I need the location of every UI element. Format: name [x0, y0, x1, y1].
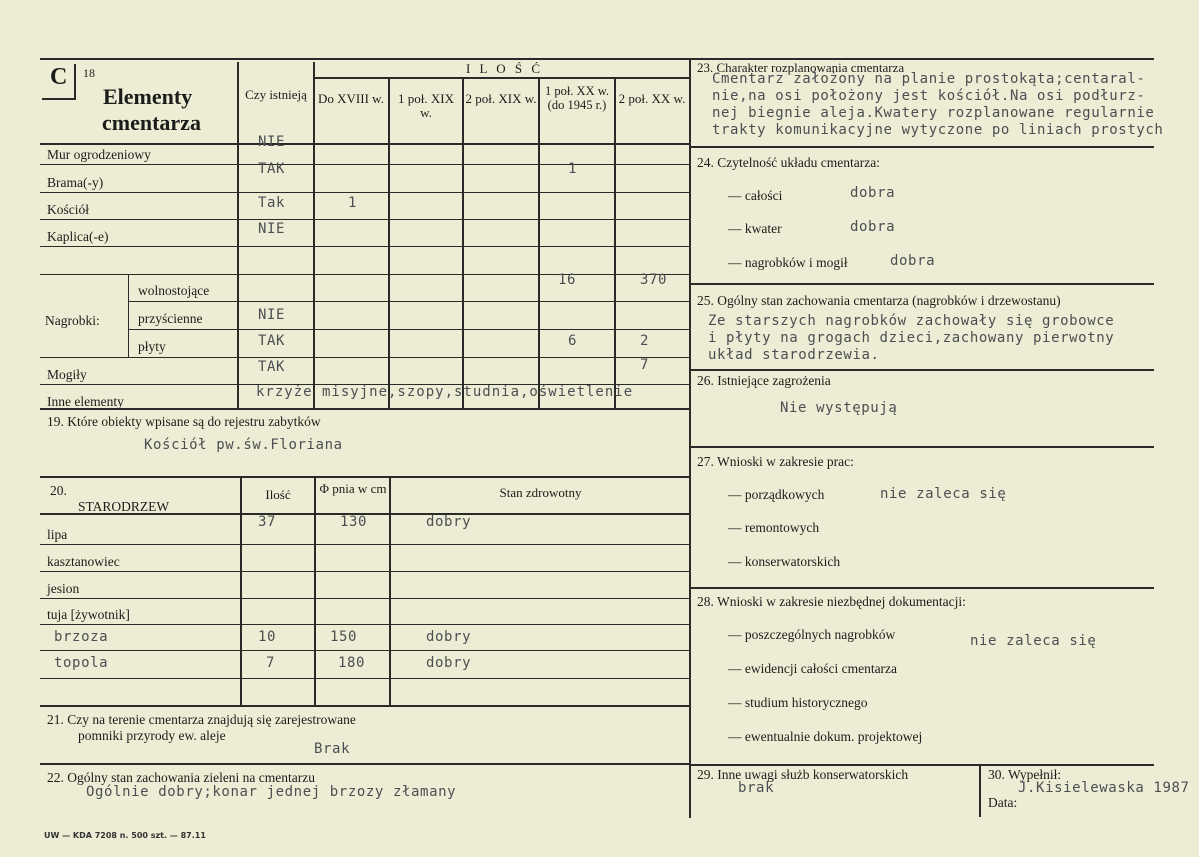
row-line [40, 598, 689, 599]
row-line [40, 571, 689, 572]
tree-species: kasztanowiec [47, 554, 120, 569]
tree-count: 10 [258, 629, 277, 645]
sec25-top-line [691, 283, 1154, 285]
sec25-line: układ starodrzewia. [708, 347, 880, 363]
col-half2-xx-header: 2 poł. XX w. [618, 91, 686, 106]
sec20-title: STARODRZEW [78, 499, 170, 514]
value-brama-half1-xx: 1 [568, 161, 578, 177]
value-plyty-half2-xx: 2 [640, 333, 650, 349]
sec26-top-line [691, 369, 1154, 371]
col-xviii-header: Do XVIII w. [318, 91, 384, 106]
row-line [40, 544, 689, 545]
row-line [40, 705, 689, 707]
col-half1-xix-header: 1 poł. XIX w. [398, 91, 454, 120]
sec20-col-diameter: Φ pnia w cm [319, 481, 387, 496]
sec23-text [712, 71, 1199, 139]
row-label-wolnostojace: wolnostojące [138, 283, 210, 298]
quantity-underline [313, 77, 689, 79]
value-inne-elements: krzyże misyjne,szopy,studnia,oświetlenie [256, 384, 634, 400]
sec23-line: nie,na osi położony jest kościół.Na osi podłurz- [712, 88, 1146, 104]
tree-species: topola [54, 655, 109, 671]
sec22-top-line [40, 763, 689, 765]
row-line [40, 650, 689, 651]
row-label-plyty: płyty [138, 339, 166, 354]
value-kosciol-xviii: 1 [348, 195, 358, 211]
sec25-label: 25. Ogólny stan zachowania cmentarza (nagrobków i drzewostanu) [697, 293, 1061, 308]
value-kaplica-exists: NIE [258, 221, 286, 237]
sec25-line: i płyty na grogach dzieci,zachowany pierwotny [708, 330, 1115, 346]
card-footer: UW — KDA 7208 n. 500 szt. — 87.11 [44, 831, 206, 840]
sec24-item-value: dobra [850, 185, 896, 201]
sec26-label: 26. Istniejące zagrożenia [697, 373, 831, 388]
top-border [40, 58, 1154, 60]
sec28-item-label: — poszczególnych nagrobków [728, 627, 896, 642]
row-line [40, 357, 689, 358]
row-line [40, 219, 689, 220]
value-wolnostojace-half2-xx: 370 [640, 272, 668, 288]
header-bottom-line [40, 143, 689, 145]
sec25-text [708, 313, 1114, 364]
sec22-value: Ogólnie dobry;konar jednej brzozy złamany [86, 784, 457, 800]
sec27-label: 27. Wnioski w zakresie prac: [697, 454, 854, 469]
quantity-header: I L O Ś Ć [465, 61, 544, 76]
sec30-value: J.Kisielewaska 1987 [1018, 780, 1190, 796]
row-line [128, 329, 689, 330]
tree-species: jesion [47, 581, 80, 596]
sec24-item-label: — nagrobków i mogił [728, 255, 848, 270]
tree-species: brzoza [54, 629, 109, 645]
tree-count: 37 [258, 514, 277, 530]
tree-species: lipa [47, 527, 68, 542]
section-number: 18 [83, 66, 95, 80]
sec19-label: 19. Które obiekty wpisane są do rejestru zabytków [47, 414, 321, 429]
sec29-label: 29. Inne uwagi służb konserwatorskich [697, 767, 909, 782]
nagrobki-divider [128, 274, 129, 357]
sec20-top-line [40, 476, 689, 478]
row-label-przyscienne: przyścienne [138, 311, 203, 326]
value-plyty-exists: TAK [258, 333, 286, 349]
row-line [40, 624, 689, 625]
col-half1-xx-header: 1 poł. XX w. (do 1945 r.) [544, 84, 610, 112]
row-label-mogily: Mogiły [47, 367, 87, 382]
sec27-item-label: — konserwatorskich [728, 554, 841, 569]
sec30-date-label: Data: [988, 795, 1018, 810]
row-label-kaplica: Kaplica(-e) [47, 229, 109, 244]
sec24-item-label: — całości [728, 188, 783, 203]
sec22-label: 22. Ogólny stan zachowania zieleni na cmentarzu [47, 770, 316, 785]
value-kosciol-exists: Tak [258, 195, 286, 211]
sec23-label: 23. Charakter rozplanowania cmentarza [697, 60, 905, 75]
tree-diameter: 130 [340, 514, 368, 530]
sec28-item-value: nie zaleca się [970, 633, 1097, 649]
sec27-item-label: — remontowych [728, 520, 820, 535]
sec27-item-value: nie zaleca się [880, 486, 1007, 502]
sec23-line: nej biegnie aleja.Kwatery rozplanowane regularnie [712, 105, 1155, 121]
sec19-value: Kościół pw.św.Floriana [144, 437, 343, 453]
sec24-item-value: dobra [850, 219, 896, 235]
sec21-label-line1: 21. Czy na terenie cmentarza znajdują się zarejestrowane [47, 712, 356, 727]
row-line [40, 246, 689, 247]
center-divider [689, 58, 691, 818]
value-przyscienne-exists: NIE [258, 307, 286, 323]
tree-health: dobry [426, 629, 472, 645]
col-line [614, 78, 616, 408]
sec23-line: trakty komunikacyjne wytyczone po liniach prostych [712, 122, 1164, 138]
sec28-item-label: — ewentualnie dokum. projektowej [728, 729, 923, 744]
sec20-number: 20. [50, 483, 67, 498]
value-plyty-half1-xx: 6 [568, 333, 578, 349]
row-label-kosciol: Kościół [47, 202, 89, 217]
value-wolnostojace-half1-xx: 16 [558, 272, 577, 288]
tree-diameter: 180 [338, 655, 366, 671]
col-line [388, 78, 390, 408]
sec27-top-line [691, 446, 1154, 448]
row-label-brama: Brama(-y) [47, 175, 104, 190]
sec20-col-health: Stan zdrowotny [499, 485, 582, 500]
tree-count: 7 [266, 655, 276, 671]
col-line [538, 78, 540, 408]
sec28-top-line [691, 587, 1154, 589]
card-title-line1: Elementy [103, 84, 193, 109]
sec24-item-label: — kwater [728, 221, 782, 236]
sec29-value: brak [738, 780, 775, 796]
card-title-line2: cmentarza [102, 110, 201, 135]
tree-diameter: 150 [330, 629, 358, 645]
sec25-line: Ze starszych nagrobków zachowały się grobowce [708, 313, 1115, 329]
sec26-value: Nie występują [780, 400, 898, 416]
row-label-mur: Mur ogrodzeniowy [47, 147, 151, 162]
row-line [40, 408, 689, 410]
row-line [40, 192, 689, 193]
value-mur-exists: NIE [258, 134, 286, 150]
value-brama-exists: TAK [258, 161, 286, 177]
sec21-label-line2: pomniki przyrody ew. aleje [78, 728, 226, 743]
tree-species: tuja [żywotnik] [47, 607, 130, 622]
sec28-label: 28. Wnioski w zakresie niezbędnej dokumentacji: [697, 594, 966, 609]
col-half2-xix-header: 2 poł. XIX w. [465, 91, 537, 106]
sec30-label: 30. Wypełnił: [988, 767, 1062, 782]
sec21-value: Brak [314, 741, 351, 757]
row-label-inne: Inne elementy [47, 394, 124, 409]
tree-health: dobry [426, 514, 472, 530]
section-letter: C [50, 64, 68, 90]
sec23-line: Cmentarz założony na planie prostokąta;centaral- [712, 71, 1146, 87]
col-exists-header: Czy istnieją [245, 87, 307, 102]
row-line [128, 301, 689, 302]
sec29-top-line [691, 764, 1154, 766]
sec20-col-count: Ilość [265, 487, 291, 502]
sec27-item-label: — porządkowych [728, 487, 825, 502]
tree-health: dobry [426, 655, 472, 671]
row-line [40, 274, 689, 275]
row-line [40, 678, 689, 679]
sec24-item-value: dobra [890, 253, 936, 269]
value-mogily-exists: TAK [258, 359, 286, 375]
col-line [462, 78, 464, 408]
sec30-divider [979, 765, 981, 817]
value-mogily-half2-xx: 7 [640, 357, 650, 373]
sec24-top-line [691, 146, 1154, 148]
sec24-label: 24. Czytelność układu cmentarza: [697, 155, 880, 170]
row-label-nagrobki: Nagrobki: [45, 313, 100, 328]
row-line [40, 164, 689, 165]
sec28-item-label: — studium historycznego [728, 695, 868, 710]
sec28-item-label: — ewidencji całości cmentarza [728, 661, 898, 676]
